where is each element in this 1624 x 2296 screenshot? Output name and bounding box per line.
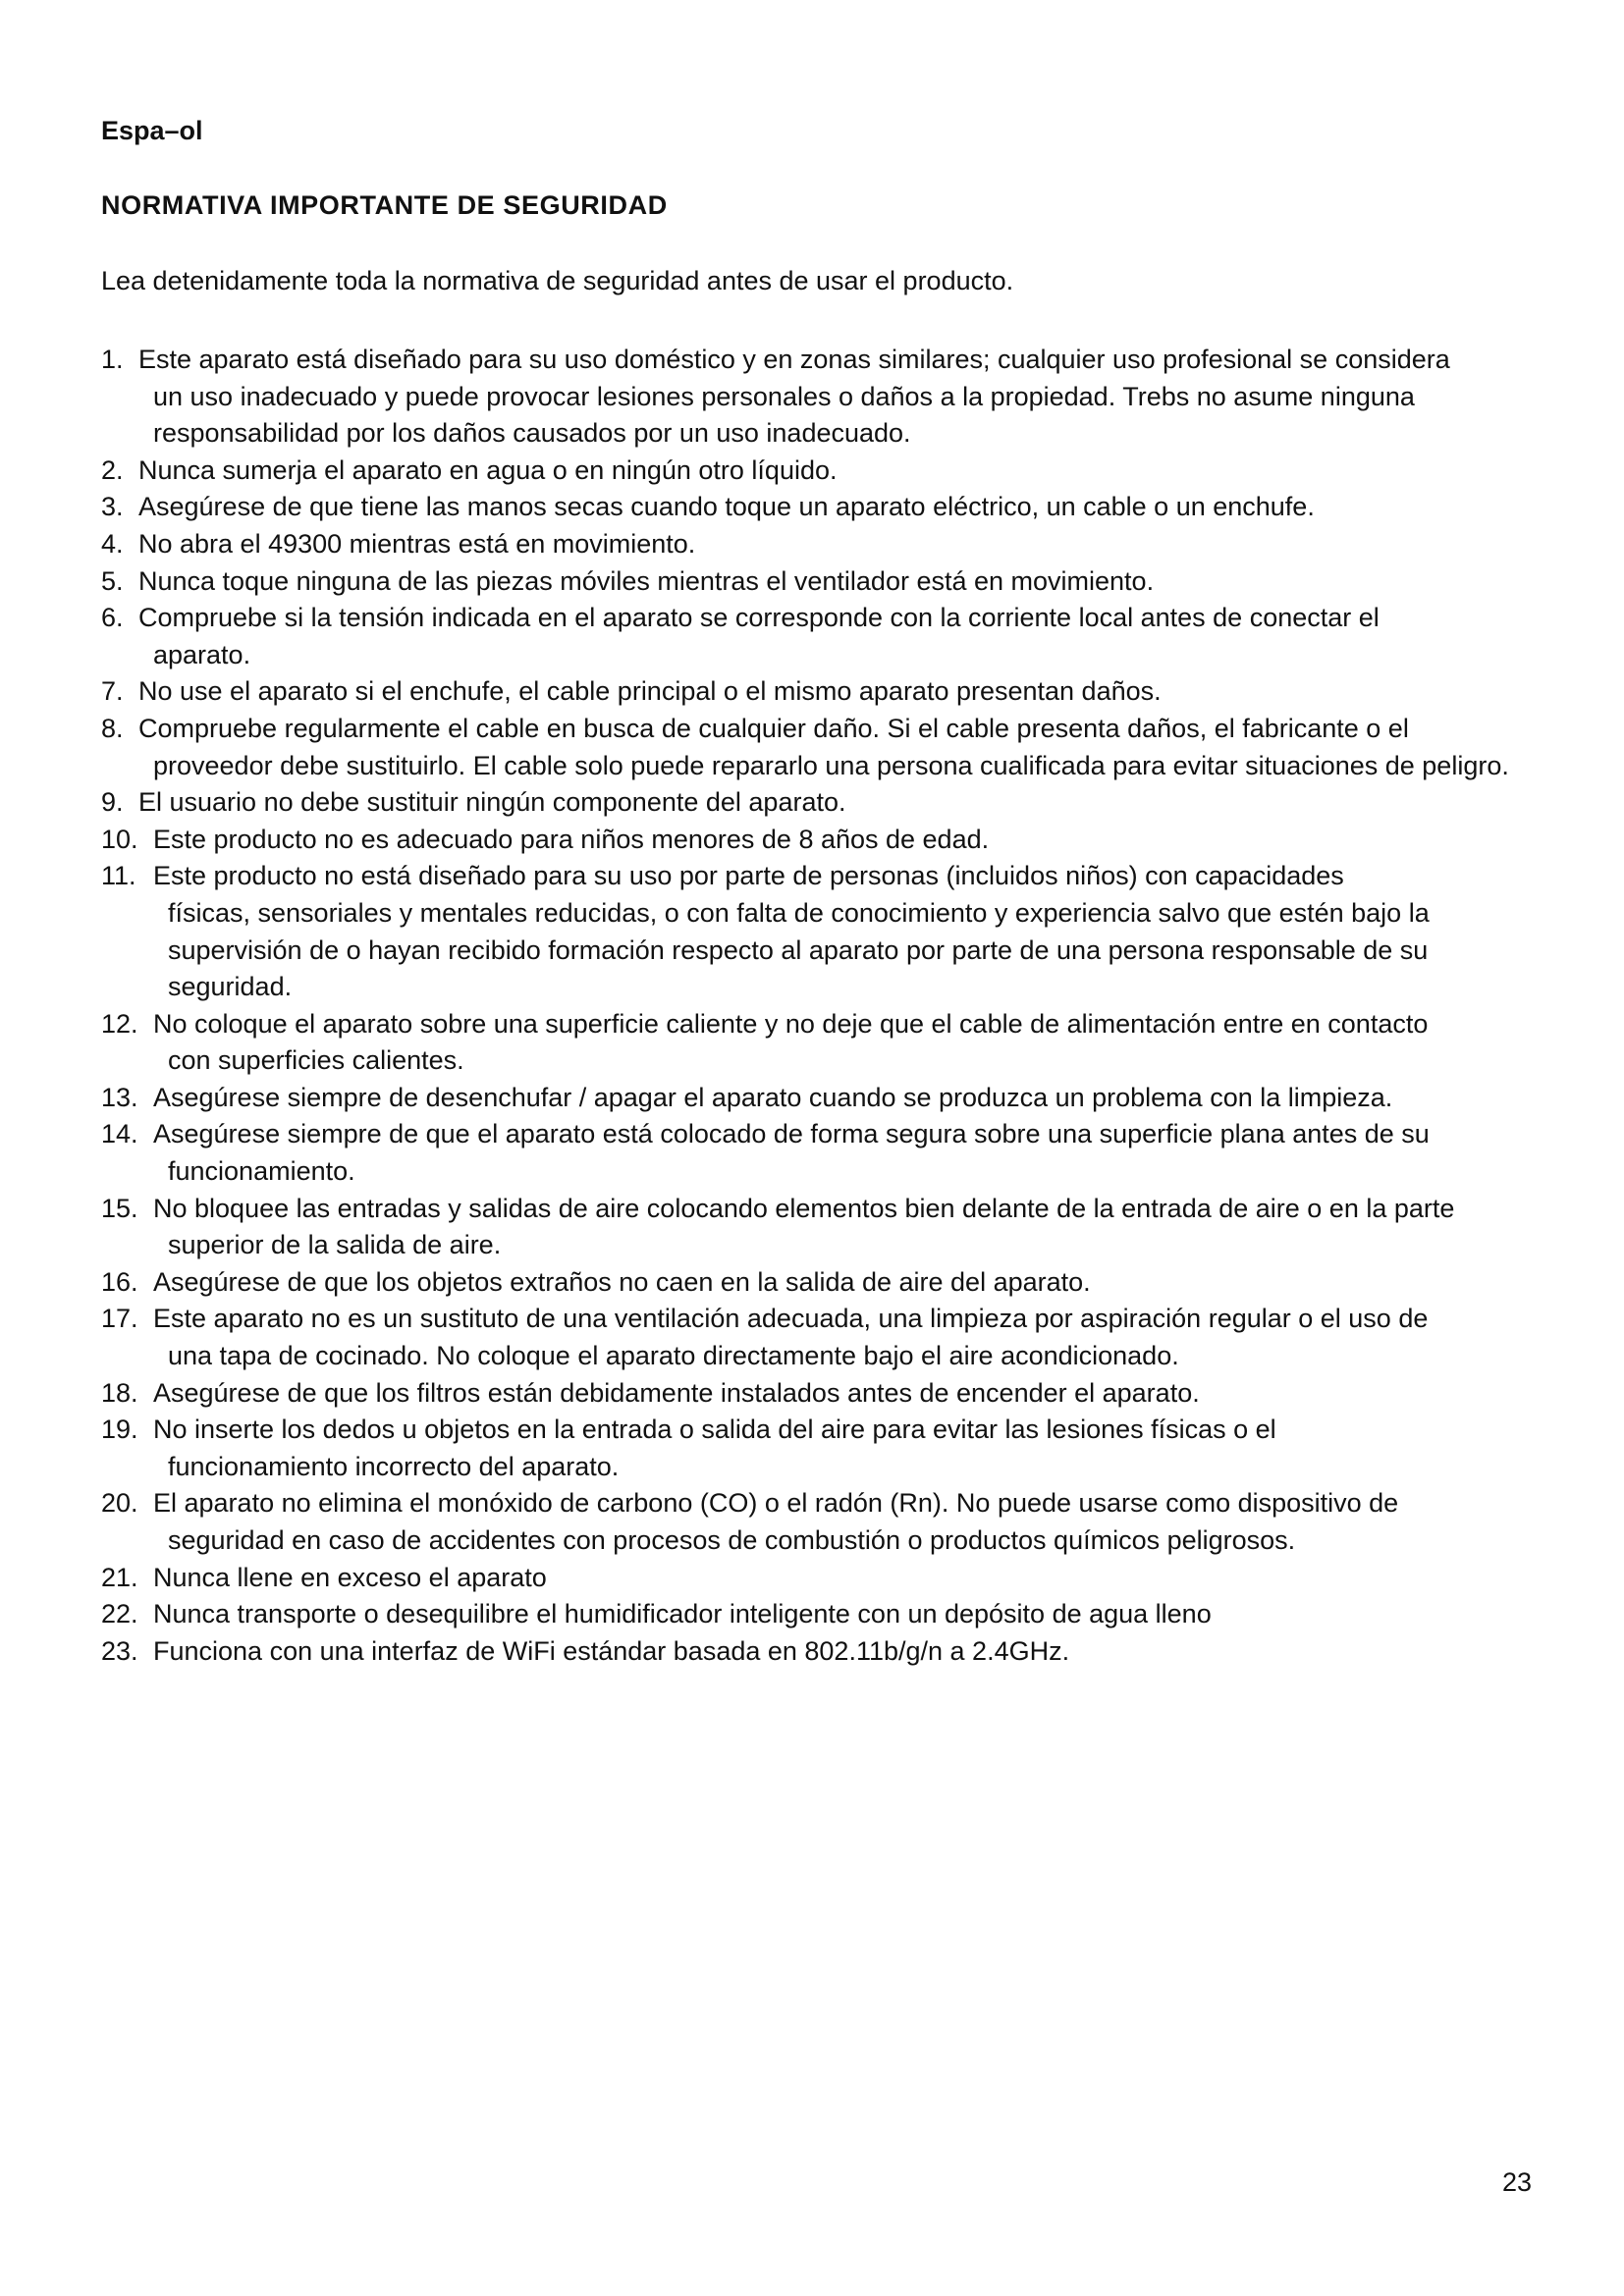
list-item [101, 1264, 1554, 1302]
list-item-first-line: Nunca transporte o desequilibre el humidificador inteligente con un depósito de agua lleno [153, 1599, 1212, 1629]
list-item-first-line: Asegúrese de que los filtros están debidamente instalados antes de encender el aparato. [153, 1377, 1200, 1408]
list-item-first-line: No abra el 49300 mientras está en movimiento. [138, 528, 696, 559]
list-item-first-line: Compruebe regularmente el cable en busca de cualquier daño. Si el cable presenta daños, el fabricante o el [138, 713, 1409, 743]
list-item-text [138, 784, 1554, 822]
list-item-continuation: funcionamiento incorrecto del aparato. [168, 1451, 620, 1481]
list-item-first-line: Este aparato no es un sustituto de una ventilación adecuada, una limpieza por aspiración regular o el uso de [153, 1304, 1429, 1334]
list-item [101, 1080, 1554, 1117]
list-item [101, 526, 1554, 563]
list-item-number: 20. [101, 1488, 138, 1519]
list-item [101, 489, 1554, 526]
list-item-number: 22. [101, 1599, 138, 1629]
list-item-text [138, 453, 1554, 490]
list-item-number: 11. [101, 861, 136, 891]
list-item-text [153, 1301, 1554, 1374]
list-item-first-line: Este aparato está diseñado para su uso doméstico y en zonas similares; cualquier uso profesional se considera [138, 345, 1450, 374]
list-item-number: 16. [101, 1266, 138, 1297]
list-item-text [153, 1633, 1554, 1671]
list-item-text [138, 489, 1554, 526]
list-item-first-line: No coloque el aparato sobre una superficie caliente y no deje que el cable de alimentación entre en contacto [153, 1008, 1429, 1039]
list-item [101, 673, 1554, 711]
list-item [101, 822, 1554, 859]
list-item [101, 1633, 1554, 1671]
list-item-text [138, 600, 1554, 673]
list-item-number: 13. [101, 1082, 138, 1112]
list-item-number: 17. [101, 1304, 138, 1334]
list-item-text [153, 1116, 1554, 1190]
list-item [101, 1412, 1554, 1485]
list-item [101, 1375, 1554, 1413]
list-item-number: 12. [101, 1008, 138, 1039]
language-label: Espa–ol [101, 116, 203, 145]
list-item-text [138, 673, 1554, 711]
page-number: 23 [1501, 2167, 1532, 2197]
list-item-first-line: Asegúrese de que los objetos extraños no caen en la salida de aire del aparato. [153, 1266, 1091, 1297]
list-item-continuation: físicas, sensoriales y mentales reducidas, o con falta de conocimiento y experiencia salvo que estén bajo la supervisión de o hayan recibido formación respecto al aparato por parte de una persona responsable de su seguridad. [168, 897, 1430, 1002]
list-item-text [153, 858, 1554, 1005]
list-item-number: 7. [101, 676, 124, 707]
list-item-text [153, 1006, 1554, 1080]
list-item-first-line: Funciona con una interfaz de WiFi estándar basada en 802.11b/g/n a 2.4GHz. [153, 1635, 1070, 1666]
list-item-text [138, 711, 1554, 784]
list-item-first-line: No inserte los dedos u objetos en la entrada o salida del aire para evitar las lesiones físicas o el [153, 1415, 1276, 1445]
list-item-first-line: Asegúrese siempre de que el aparato está colocado de forma segura sobre una superficie plana antes de su [153, 1119, 1430, 1149]
list-item [101, 1006, 1554, 1080]
list-item-first-line: Nunca toque ninguna de las piezas móviles mientras el ventilador está en movimiento. [138, 565, 1155, 596]
list-item-number: 4. [101, 528, 124, 559]
list-item-number: 1. [101, 345, 124, 374]
list-item-first-line: Este producto no está diseñado para su uso por parte de personas (incluidos niños) con capacidades [153, 861, 1344, 891]
list-item [101, 1485, 1554, 1559]
list-item-text [153, 1080, 1554, 1117]
list-item-text [153, 1264, 1554, 1302]
list-item-first-line: Compruebe si la tensión indicada en el aparato se corresponde con la corriente local antes de conectar el [138, 603, 1380, 633]
list-item-continuation: superior de la salida de aire. [168, 1230, 502, 1260]
list-item-continuation: una tapa de cocinado. No coloque el aparato directamente bajo el aire acondicionado. [168, 1341, 1179, 1371]
list-item-number: 18. [101, 1377, 138, 1408]
list-item-first-line: No use el aparato si el enchufe, el cable principal o el mismo aparato presentan daños. [138, 676, 1162, 707]
list-item [101, 600, 1554, 673]
list-item-text [153, 1485, 1554, 1559]
list-item-text [153, 1191, 1554, 1264]
list-item-number: 14. [101, 1119, 138, 1149]
intro-text: Lea detenidamente toda la normativa de seguridad antes de usar el producto. [101, 266, 1014, 295]
list-item-text [138, 563, 1554, 601]
list-item-number: 21. [101, 1562, 138, 1592]
list-item [101, 453, 1554, 490]
list-item-text [153, 1596, 1554, 1633]
list-item-first-line: El aparato no elimina el monóxido de carbono (CO) o el radón (Rn). No puede usarse como dispositivo de [153, 1488, 1399, 1519]
list-item-number: 19. [101, 1415, 138, 1445]
list-item-number: 23. [101, 1635, 138, 1666]
list-item-text [153, 1412, 1554, 1485]
list-item [101, 784, 1554, 822]
list-item-continuation: aparato. [153, 639, 251, 669]
list-item-first-line: No bloquee las entradas y salidas de aire colocando elementos bien delante de la entrada de aire o en la parte [153, 1193, 1455, 1223]
list-item-number: 2. [101, 454, 124, 485]
list-item-first-line: Nunca llene en exceso el aparato [153, 1562, 547, 1592]
list-item-first-line: El usuario no debe sustituir ningún componente del aparato. [138, 787, 846, 818]
list-item-number: 8. [101, 713, 124, 743]
list-item-number: 9. [101, 787, 124, 818]
safety-rules-list [101, 342, 1554, 1670]
list-item [101, 1116, 1554, 1190]
list-item-first-line: Nunca sumerja el aparato en agua o en ningún otro líquido. [138, 454, 838, 485]
list-item-text [138, 526, 1554, 563]
list-item-first-line: Asegúrese siempre de desenchufar / apagar el aparato cuando se produzca un problema con la limpieza. [153, 1082, 1393, 1112]
list-item-number: 5. [101, 565, 124, 596]
list-item-continuation: funcionamiento. [168, 1156, 355, 1187]
list-item-text [153, 822, 1554, 859]
list-item-text [138, 342, 1554, 453]
list-item [101, 711, 1554, 784]
list-item-first-line: Este producto no es adecuado para niños menores de 8 años de edad. [153, 824, 990, 854]
list-item-first-line: Asegúrese de que tiene las manos secas cuando toque un aparato eléctrico, un cable o un enchufe. [138, 492, 1315, 522]
list-item-continuation: proveedor debe sustituirlo. El cable solo puede repararlo una persona cualificada para evitar situaciones de peligro. [153, 750, 1509, 780]
list-item [101, 563, 1554, 601]
list-item [101, 1560, 1554, 1597]
list-item-number: 10. [101, 824, 138, 854]
page-title: NORMATIVA IMPORTANTE DE SEGURIDAD [101, 190, 668, 220]
list-item [101, 1301, 1554, 1374]
list-item-continuation: con superficies calientes. [168, 1045, 464, 1076]
list-item-number: 3. [101, 492, 124, 522]
list-item-text [153, 1375, 1554, 1413]
list-item-number: 6. [101, 603, 124, 633]
list-item [101, 1596, 1554, 1633]
list-item-number: 15. [101, 1193, 138, 1223]
list-item [101, 1191, 1554, 1264]
list-item-continuation: un uso inadecuado y puede provocar lesiones personales o daños a la propiedad. Trebs no asume ninguna responsabilidad por los daños causados por un uso inadecuado. [153, 381, 1415, 449]
list-item-continuation: seguridad en caso de accidentes con procesos de combustión o productos químicos peligrosos. [168, 1525, 1296, 1555]
list-item-text [153, 1560, 1554, 1597]
list-item [101, 858, 1554, 1005]
list-item [101, 342, 1554, 453]
